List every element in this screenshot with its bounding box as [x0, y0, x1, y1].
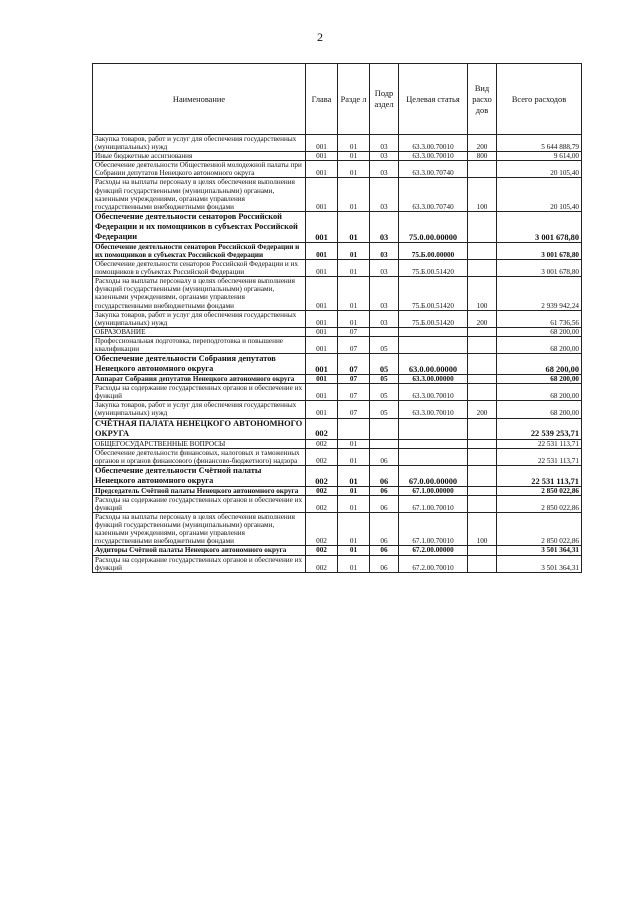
header-name: Наименование	[93, 64, 306, 135]
cell-glava: 001	[306, 401, 338, 418]
cell-vid	[468, 418, 497, 439]
cell-razdel: 07	[338, 354, 370, 375]
table-row	[93, 555, 582, 572]
cell-podrazdel: 06	[370, 546, 399, 555]
cell-statya: 63.3.00.70010	[399, 152, 468, 161]
cell-statya: 63.3.00.70010	[399, 384, 468, 401]
cell-statya: 75.Б.00.51420	[399, 260, 468, 277]
page-number: 2	[317, 30, 323, 44]
cell-statya: 63.3.00.70010	[399, 401, 468, 418]
cell-razdel: 01	[338, 260, 370, 277]
cell-podrazdel: 05	[370, 354, 399, 375]
cell-statya: 67.2.00.70010	[399, 555, 468, 572]
cell-razdel: 01	[338, 310, 370, 327]
cell-sum: 3 001 678,80	[497, 242, 582, 259]
cell-razdel: 07	[338, 336, 370, 353]
table-header	[93, 64, 582, 135]
cell-name: Расходы на выплаты персоналу в целях обеспечения выполнения функций государственными (муниципальными) органами, казенными учреждениями, органами управления государственными внебюджетными фондами	[93, 277, 306, 310]
cell-name: Расходы на выплаты персоналу в целях обеспечения выполнения функций государственными (муниципальными) органами, казенными учреждениями, органами управления государственными внебюджетными фондами	[93, 178, 306, 211]
cell-glava: 002	[306, 439, 338, 448]
cell-sum: 3 501 364,31	[497, 555, 582, 572]
table-row	[93, 327, 582, 336]
table-row	[93, 375, 582, 384]
cell-razdel: 01	[338, 178, 370, 211]
cell-vid	[468, 375, 497, 384]
cell-sum: 61 736,56	[497, 310, 582, 327]
cell-podrazdel: 03	[370, 242, 399, 259]
cell-glava: 002	[306, 555, 338, 572]
cell-razdel	[338, 418, 370, 439]
cell-razdel: 01	[338, 211, 370, 242]
cell-podrazdel: 06	[370, 513, 399, 546]
cell-razdel: 01	[338, 242, 370, 259]
table-row	[93, 384, 582, 401]
cell-statya: 75.Б.00.51420	[399, 310, 468, 327]
cell-sum: 9 614,00	[497, 152, 582, 161]
cell-glava: 002	[306, 448, 338, 465]
cell-name: Обеспечение деятельности сенаторов Российской Федерации и их помощников в субъектах Российской Федерации	[93, 211, 306, 242]
cell-vid: 200	[468, 401, 497, 418]
cell-sum: 2 939 942,24	[497, 277, 582, 310]
header-podrazdel: Подр аздел	[370, 64, 399, 135]
cell-statya: 67.2.00.00000	[399, 546, 468, 555]
cell-sum: 68 200,00	[497, 375, 582, 384]
cell-statya	[399, 327, 468, 336]
cell-podrazdel: 06	[370, 486, 399, 495]
cell-glava: 001	[306, 384, 338, 401]
cell-sum: 68 200,00	[497, 327, 582, 336]
cell-sum: 22 531 113,71	[497, 448, 582, 465]
cell-sum: 68 200,00	[497, 336, 582, 353]
header-razdel: Разде л	[338, 64, 370, 135]
cell-name: ОБРАЗОВАНИЕ	[93, 327, 306, 336]
cell-podrazdel: 03	[370, 135, 399, 152]
cell-razdel: 07	[338, 327, 370, 336]
cell-podrazdel: 06	[370, 495, 399, 512]
cell-vid	[468, 260, 497, 277]
cell-glava: 001	[306, 242, 338, 259]
cell-name: Аудиторы Счётной палаты Ненецкого автономного округа	[93, 546, 306, 555]
cell-sum: 2 850 022,86	[497, 495, 582, 512]
cell-glava: 001	[306, 277, 338, 310]
cell-podrazdel: 06	[370, 555, 399, 572]
cell-sum: 3 001 678,80	[497, 211, 582, 242]
cell-name: Обеспечение деятельности сенаторов Российской Федерации и их помощников в субъектах Российской Федерации	[93, 260, 306, 277]
cell-vid: 100	[468, 513, 497, 546]
table-row	[93, 354, 582, 375]
table-body	[93, 135, 582, 573]
cell-podrazdel: 05	[370, 401, 399, 418]
table-row	[93, 486, 582, 495]
cell-razdel: 07	[338, 375, 370, 384]
cell-name: Закупка товаров, работ и услуг для обеспечения государственных (муниципальных) нужд	[93, 135, 306, 152]
cell-podrazdel: 03	[370, 178, 399, 211]
cell-glava: 002	[306, 546, 338, 555]
cell-podrazdel	[370, 418, 399, 439]
cell-glava: 001	[306, 336, 338, 353]
cell-vid	[468, 465, 497, 486]
cell-glava: 001	[306, 178, 338, 211]
cell-podrazdel: 06	[370, 448, 399, 465]
cell-vid	[468, 242, 497, 259]
cell-name: Закупка товаров, работ и услуг для обеспечения государственных (муниципальных) нужд	[93, 401, 306, 418]
cell-vid	[468, 486, 497, 495]
cell-razdel: 01	[338, 135, 370, 152]
table-row	[93, 513, 582, 546]
budget-table	[92, 63, 582, 573]
cell-razdel: 01	[338, 495, 370, 512]
cell-glava: 001	[306, 327, 338, 336]
cell-sum: 68 200,00	[497, 384, 582, 401]
cell-statya: 63.3.00.70740	[399, 178, 468, 211]
table-row	[93, 465, 582, 486]
table-row	[93, 260, 582, 277]
cell-sum: 22 531 113,71	[497, 439, 582, 448]
cell-name: СЧЁТНАЯ ПАЛАТА НЕНЕЦКОГО АВТОНОМНОГО ОКРУГА	[93, 418, 306, 439]
cell-statya	[399, 418, 468, 439]
cell-glava: 001	[306, 211, 338, 242]
table-row	[93, 211, 582, 242]
cell-podrazdel	[370, 439, 399, 448]
cell-name: Председатель Счётной палаты Ненецкого автономного округа	[93, 486, 306, 495]
cell-name: Обеспечение деятельности финансовых, налоговых и таможенных органов и органов финансового (финансово-бюджетного) надзора	[93, 448, 306, 465]
cell-razdel: 01	[338, 486, 370, 495]
table-row	[93, 439, 582, 448]
cell-podrazdel: 05	[370, 336, 399, 353]
cell-statya: 67.1.00.00000	[399, 486, 468, 495]
cell-glava: 001	[306, 354, 338, 375]
cell-vid: 100	[468, 178, 497, 211]
cell-sum: 3 501 364,31	[497, 546, 582, 555]
cell-name: Иные бюджетные ассигнования	[93, 152, 306, 161]
cell-sum: 3 001 678,80	[497, 260, 582, 277]
cell-glava: 001	[306, 152, 338, 161]
cell-podrazdel: 03	[370, 161, 399, 178]
cell-podrazdel: 03	[370, 152, 399, 161]
cell-razdel: 01	[338, 448, 370, 465]
cell-vid	[468, 161, 497, 178]
cell-vid	[468, 495, 497, 512]
cell-glava: 001	[306, 161, 338, 178]
cell-name: Расходы на выплаты персоналу в целях обеспечения выполнения функций государственными (муниципальными) органами, казенными учреждениями, органами управления государственными внебюджетными фондами	[93, 513, 306, 546]
cell-sum: 20 105,40	[497, 178, 582, 211]
cell-name: Расходы на содержание государственных органов и обеспечение их функций	[93, 384, 306, 401]
cell-razdel: 07	[338, 384, 370, 401]
header-glava: Глава	[306, 64, 338, 135]
table-row	[93, 310, 582, 327]
table-row	[93, 448, 582, 465]
cell-sum: 22 539 253,71	[497, 418, 582, 439]
cell-vid	[468, 211, 497, 242]
cell-vid	[468, 439, 497, 448]
cell-statya	[399, 439, 468, 448]
table-row	[93, 161, 582, 178]
cell-glava: 002	[306, 465, 338, 486]
table-row	[93, 135, 582, 152]
header-total: Всего расходов	[497, 64, 582, 135]
header-vid: Вид расхо дов	[468, 64, 497, 135]
table-row	[93, 401, 582, 418]
cell-name: Аппарат Собрания депутатов Ненецкого автономного округа	[93, 375, 306, 384]
cell-podrazdel	[370, 327, 399, 336]
cell-statya: 75.0.00.00000	[399, 211, 468, 242]
cell-razdel: 01	[338, 439, 370, 448]
cell-vid	[468, 448, 497, 465]
table-row	[93, 178, 582, 211]
cell-razdel: 01	[338, 277, 370, 310]
header-statya: Целевая статья	[399, 64, 468, 135]
cell-statya: 67.1.00.70010	[399, 495, 468, 512]
cell-razdel: 01	[338, 555, 370, 572]
cell-sum: 68 200,00	[497, 354, 582, 375]
cell-vid	[468, 354, 497, 375]
cell-vid: 200	[468, 135, 497, 152]
cell-glava: 002	[306, 486, 338, 495]
cell-name: ОБЩЕГОСУДАРСТВЕННЫЕ ВОПРОСЫ	[93, 439, 306, 448]
table-row	[93, 152, 582, 161]
cell-statya	[399, 336, 468, 353]
cell-podrazdel: 03	[370, 310, 399, 327]
cell-statya: 63.0.00.00000	[399, 354, 468, 375]
cell-vid: 100	[468, 277, 497, 310]
cell-glava: 001	[306, 310, 338, 327]
cell-glava: 002	[306, 513, 338, 546]
cell-statya: 75.Б.00.51420	[399, 277, 468, 310]
cell-sum: 2 850 022,86	[497, 513, 582, 546]
cell-statya: 63.3.00.00000	[399, 375, 468, 384]
cell-name: Расходы на содержание государственных органов и обеспечение их функций	[93, 495, 306, 512]
header-row	[93, 64, 582, 135]
cell-sum: 68 200,00	[497, 401, 582, 418]
cell-podrazdel: 03	[370, 277, 399, 310]
cell-glava: 002	[306, 418, 338, 439]
cell-vid	[468, 546, 497, 555]
cell-sum: 5 644 888,79	[497, 135, 582, 152]
cell-razdel: 01	[338, 546, 370, 555]
cell-podrazdel: 05	[370, 375, 399, 384]
cell-name: Обеспечение деятельности Общественной молодежной палаты при Собрании депутатов Ненецкого автономного округа	[93, 161, 306, 178]
cell-razdel: 07	[338, 401, 370, 418]
cell-vid	[468, 336, 497, 353]
cell-razdel: 01	[338, 152, 370, 161]
cell-glava: 001	[306, 260, 338, 277]
cell-sum: 2 850 022,86	[497, 486, 582, 495]
cell-statya: 63.3.00.70010	[399, 135, 468, 152]
cell-vid: 800	[468, 152, 497, 161]
cell-name: Обеспечение деятельности Счётной палаты Ненецкого автономного округа	[93, 465, 306, 486]
table-row	[93, 418, 582, 439]
cell-vid	[468, 555, 497, 572]
cell-name: Обеспечение деятельности сенаторов Российской Федерации и их помощников в субъектах Российской Федерации	[93, 242, 306, 259]
cell-statya: 75.Б.00.00000	[399, 242, 468, 259]
cell-vid	[468, 327, 497, 336]
cell-name: Обеспечение деятельности Собрания депутатов Ненецкого автономного округа	[93, 354, 306, 375]
cell-statya: 67.0.00.00000	[399, 465, 468, 486]
cell-vid	[468, 384, 497, 401]
cell-sum: 20 105,40	[497, 161, 582, 178]
cell-glava: 001	[306, 135, 338, 152]
table-row	[93, 242, 582, 259]
cell-statya	[399, 448, 468, 465]
cell-podrazdel: 05	[370, 384, 399, 401]
table-row	[93, 546, 582, 555]
cell-podrazdel: 03	[370, 260, 399, 277]
cell-name: Расходы на содержание государственных органов и обеспечение их функций	[93, 555, 306, 572]
cell-glava: 001	[306, 375, 338, 384]
cell-podrazdel: 06	[370, 465, 399, 486]
cell-podrazdel: 03	[370, 211, 399, 242]
cell-razdel: 01	[338, 161, 370, 178]
cell-name: Закупка товаров, работ и услуг для обеспечения государственных (муниципальных) нужд	[93, 310, 306, 327]
cell-vid: 200	[468, 310, 497, 327]
table-row	[93, 277, 582, 310]
cell-statya: 67.1.00.70010	[399, 513, 468, 546]
cell-razdel: 01	[338, 465, 370, 486]
cell-sum: 22 531 113,71	[497, 465, 582, 486]
cell-glava: 002	[306, 495, 338, 512]
cell-name: Профессиональная подготовка, переподготовка и повышение квалификации	[93, 336, 306, 353]
table-row	[93, 336, 582, 353]
cell-statya: 63.3.00.70740	[399, 161, 468, 178]
table-row	[93, 495, 582, 512]
cell-razdel: 01	[338, 513, 370, 546]
